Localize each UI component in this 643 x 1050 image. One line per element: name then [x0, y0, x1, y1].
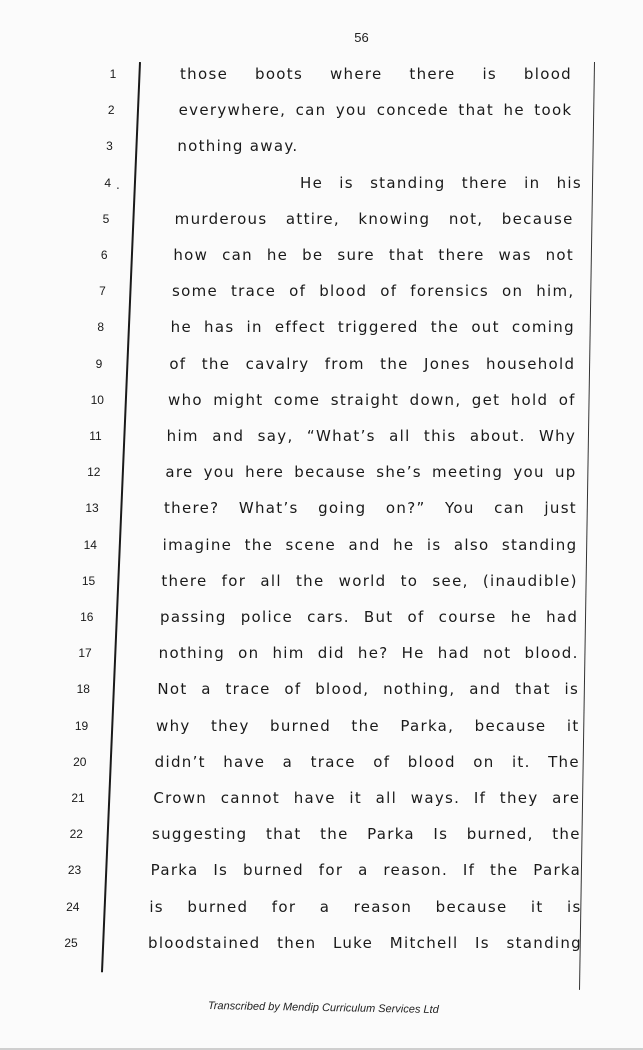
transcriber-footer: Transcribed by Mendip Curriculum Services Ltd [207, 1000, 439, 1017]
transcript-line: are you here because she’s meeting you up [165, 463, 577, 482]
stray-mark: . [116, 178, 120, 192]
transcript-line: those boots where there is blood [180, 65, 572, 83]
transcript-line: everywhere, can you concede that he took [178, 101, 573, 120]
transcript-line: nothing away. [177, 137, 299, 156]
line-number: 20 [73, 754, 87, 769]
transcript-line: suggesting that the Parka Is burned, the [152, 825, 581, 844]
transcript-line: didn’t have a trace of blood on it. The [154, 752, 580, 771]
transcript-line: Parka Is burned for a reason. If the Parka [150, 861, 582, 880]
line-number: 2 [107, 103, 115, 118]
line-number: 4 [104, 175, 112, 190]
line-number: 7 [99, 284, 106, 299]
transcript-line: nothing on him did he? He had not blood. [158, 644, 579, 663]
line-number: 9 [95, 356, 103, 371]
left-margin-rule [101, 62, 141, 972]
transcript-line: bloodstained then Luke Mitchell Is standing [148, 933, 582, 952]
line-number: 13 [85, 501, 99, 516]
line-number: 3 [106, 139, 113, 154]
line-number: 11 [89, 429, 102, 443]
line-number: 18 [76, 682, 90, 697]
transcript-line: is burned for a reason because it is [149, 897, 582, 916]
line-number: 21 [71, 791, 85, 805]
line-number: 5 [102, 211, 110, 226]
transcript-line: him and say, “What’s all this about. Why [166, 427, 577, 445]
transcript-line: some trace of blood of forensics on him, [172, 282, 575, 301]
line-number: 12 [87, 465, 101, 480]
transcript-line: there? What’s going on?” You can just [164, 499, 577, 518]
transcript-line: murderous attire, knowing not, because [174, 209, 574, 228]
line-number: 14 [83, 537, 97, 552]
line-number: 25 [64, 935, 78, 950]
transcript-line: Crown cannot have it all ways. If they are [153, 789, 581, 807]
right-margin-rule [579, 62, 595, 990]
line-number: 16 [80, 610, 94, 624]
transcript-line: why they burned the Parka, because it [156, 716, 580, 735]
line-number: 1 [109, 67, 117, 81]
transcript-line: he has in effect triggered the out coming [170, 318, 575, 337]
transcript-line: passing police cars. But of course he had [160, 608, 579, 626]
transcript-line: He is standing there in his [300, 173, 582, 192]
transcript-line: of the cavalry from the Jones household [169, 354, 576, 373]
line-number: 15 [81, 573, 96, 588]
line-number: 10 [90, 392, 104, 407]
transcript-line: imagine the scene and he is also standing [162, 535, 578, 554]
line-number: 17 [78, 646, 92, 661]
transcript-line: there for all the world to see, (inaudible) [161, 571, 578, 590]
line-number: 19 [74, 718, 89, 733]
page-number: 56 [354, 30, 369, 45]
line-number: 6 [100, 248, 108, 262]
transcript-line: how can he be sure that there was not [173, 246, 575, 264]
transcript-line: Not a trace of blood, nothing, and that is [157, 680, 580, 699]
line-number: 24 [66, 899, 80, 914]
line-number: 8 [97, 320, 105, 335]
line-number: 22 [69, 827, 83, 842]
transcript-line: who might come straight down, get hold of [168, 390, 576, 409]
line-number: 23 [67, 863, 82, 878]
